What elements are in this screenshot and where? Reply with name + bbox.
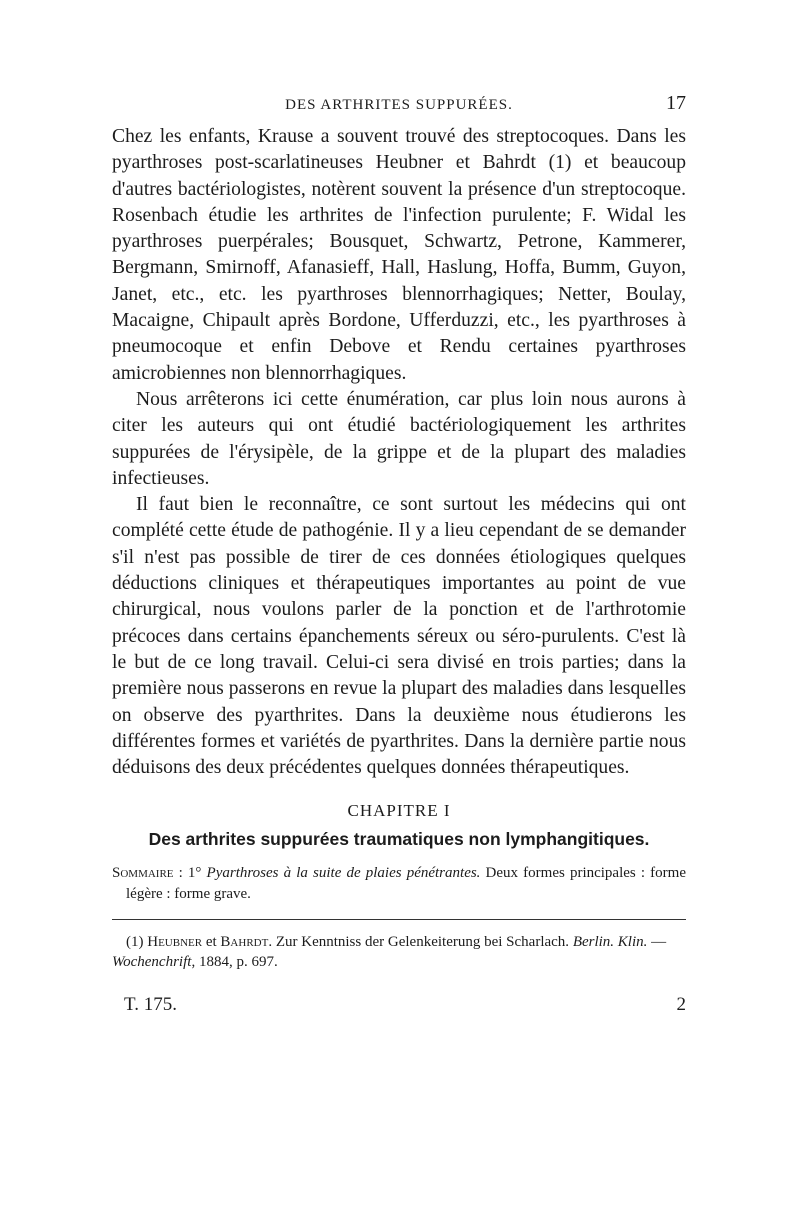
running-header — [112, 92, 686, 124]
summary-rest: Deux formes principales : forme légère : forme grave. — [126, 865, 686, 903]
footnote-conj: et — [202, 934, 221, 951]
body-text — [112, 124, 686, 781]
page-footer — [112, 994, 686, 1016]
footnote-journal-2: Wochenchrift — [112, 954, 192, 971]
page-number: 17 — [666, 92, 686, 114]
summary-label: Sommaire — [112, 865, 174, 882]
paragraph-1: Chez les enfants, Krause a souvent trouvé des streptocoques. Dans les pyarthroses post-scarlatineuses Heubner et Bahrdt (1) et beaucoup d'autres bactériologistes, notèrent souvent la présence d'un streptocoque. Rosenbach étudie les arthrites de l'infection purulente; F. Widal les pyarthroses puerpérales; Bousquet, Schwartz, Petrone, Kammerer, Bergmann, Smirnoff, Afanasieff, Hall, Haslung, Hoffa, Bumm, Guyon, Janet, etc., etc. les pyarthroses blennorrhagiques; Netter, Boulay, Macaigne, Chipault après Bordone, Ufferduzzi, etc., les pyarthroses à pneumocoque et enfin Debove et Rendu certaines pyarthroses amicrobiennes non blennorrhagiques. — [112, 126, 686, 384]
footnote-pub: , 1884, p. 697. — [191, 954, 278, 971]
volume-label: T. 175. — [124, 994, 177, 1016]
footnote-dash: — — [647, 934, 667, 951]
summary-separator: : 1° — [173, 865, 207, 882]
footnote — [112, 932, 686, 972]
chapter-summary — [112, 863, 686, 905]
footnote-journal-1: Berlin. Klin. — [572, 934, 648, 951]
footnote-author-1: Heubner — [147, 934, 203, 951]
footnote-author-2: Bahrdt — [220, 934, 269, 951]
chapter-title: CHAPITRE I — [347, 801, 451, 821]
running-title: DES ARTHRITES SUPPURÉES. — [285, 97, 513, 113]
chapter-subtitle: Des arthrites suppurées traumatiques non lymphangitiques. — [148, 829, 650, 850]
book-page — [112, 92, 686, 1016]
summary-italic: Pyarthroses à la suite de plaies pénétrantes. — [206, 865, 481, 882]
footnote-marker: (1) — [126, 934, 148, 951]
paragraph-2: Nous arrêterons ici cette énumération, car plus loin nous aurons à citer les auteurs qui ont étudié bactériologiquement les arthrites suppurées de l'érysipèle, de la grippe et de la plupart des maladies infectieuses. — [112, 388, 686, 489]
footnote-title: . Zur Kenntniss der Gelenkeiterung bei Scharlach. — [268, 934, 573, 951]
footnote-rule — [112, 919, 686, 920]
signature-mark: 2 — [676, 994, 686, 1016]
paragraph-3: Il faut bien le reconnaître, ce sont surtout les médecins qui ont complété cette étude de pathogénie. Il y a lieu cependant de se demander s'il n'est pas possible de tirer de ces données étiologiques quelques déductions cliniques et thérapeutiques importantes au point de vue chirurgical, nous voulons parler de la ponction et de l'arthrotomie précoces dans certains épanchements séreux ou séro-purulents. C'est là le but de ce long travail. Celui-ci sera divisé en trois parties; dans la première nous passerons en revue la plupart des maladies dans lesquelles on observe des pyarthrites. Dans la deuxième nous étudierons les différentes formes et variétés de pyarthrites. Dans la dernière partie nous déduisons des deux précédentes quelques données thérapeutiques. — [112, 494, 686, 779]
